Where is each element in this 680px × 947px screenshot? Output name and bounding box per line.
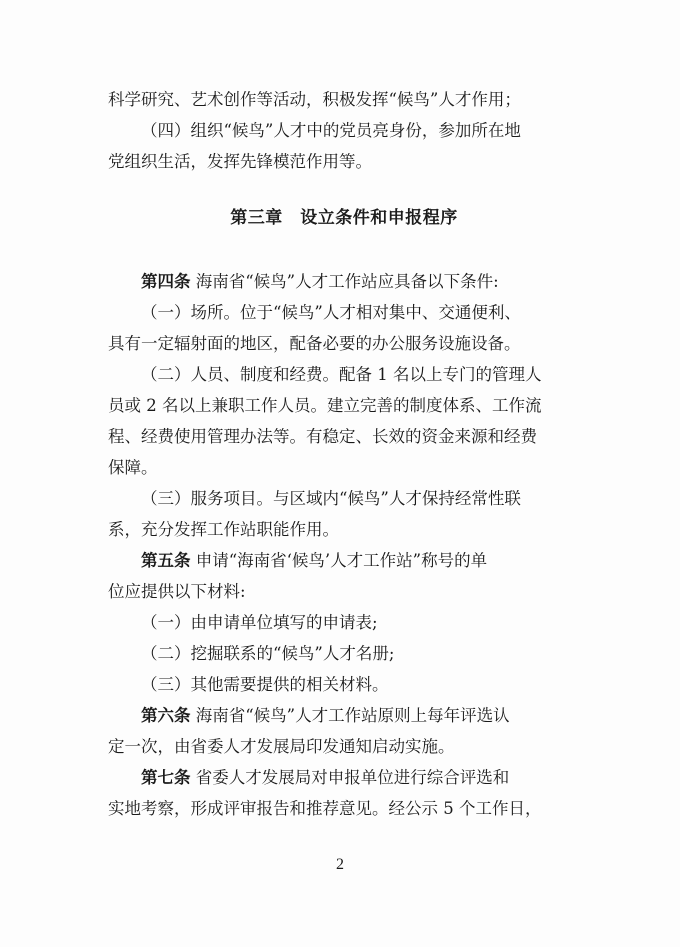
article-7-text: 省委人才发展局对申报单位进行综合评选和 — [195, 768, 510, 787]
text-line: 位应提供以下材料: — [108, 582, 246, 601]
article-7-line — [108, 762, 580, 793]
article-4-line — [108, 266, 580, 297]
text-line: （四）组织“候鸟”人才中的党员亮身份，参加所在地 — [141, 121, 521, 140]
text-line: 定一次，由省委人才发展局印发通知启动实施。 — [108, 737, 455, 756]
article-5-line — [108, 545, 580, 576]
article-4-label: 第四条 — [141, 272, 191, 291]
article-4-text: 海南省“候鸟”人才工作站应具备以下条件: — [195, 272, 499, 291]
text-line: 员或 2 名以上兼职工作人员。建立完善的制度体系、工作流 — [108, 396, 542, 415]
text-line: 科学研究、艺术创作等活动，积极发挥“候鸟”人才作用； — [108, 90, 521, 109]
text-line: （一）由申请单位填写的申请表; — [141, 613, 378, 632]
article-5-text: 申请“海南省‘候鸟’人才工作站”称号的单 — [195, 551, 488, 570]
text-line: （二）挖掘联系的“候鸟”人才名册; — [141, 644, 395, 663]
text-line: 保障。 — [108, 458, 158, 477]
text-line: 实地考察，形成评审报告和推荐意见。经公示 5 个工作日， — [108, 799, 542, 818]
article-6-label: 第六条 — [141, 706, 191, 725]
text-line: 党组织生活，发挥先锋模范作用等。 — [108, 152, 372, 171]
document-body — [108, 84, 580, 824]
text-line: 程、经费使用管理办法等。有稳定、长效的资金来源和经费 — [108, 427, 537, 446]
text-line: （二）人员、制度和经费。配备 1 名以上专门的管理人 — [141, 365, 542, 384]
page-number: 2 — [336, 856, 344, 873]
text-line: 系，充分发挥工作站职能作用。 — [108, 520, 339, 539]
text-line: （一）场所。位于“候鸟”人才相对集中、交通便利、 — [141, 303, 521, 322]
article-7-label: 第七条 — [141, 768, 191, 787]
text-line: （三）其他需要提供的相关材料。 — [141, 675, 389, 694]
article-6-line — [108, 700, 580, 731]
text-line: （三）服务项目。与区域内“候鸟”人才保持经常性联 — [141, 489, 521, 508]
chapter-heading: 第三章 设立条件和申报程序 — [230, 208, 458, 228]
article-5-label: 第五条 — [141, 551, 191, 570]
text-line: 具有一定辐射面的地区，配备必要的办公服务设施设备。 — [108, 334, 521, 353]
article-6-text: 海南省“候鸟”人才工作站原则上每年评选认 — [195, 706, 510, 725]
